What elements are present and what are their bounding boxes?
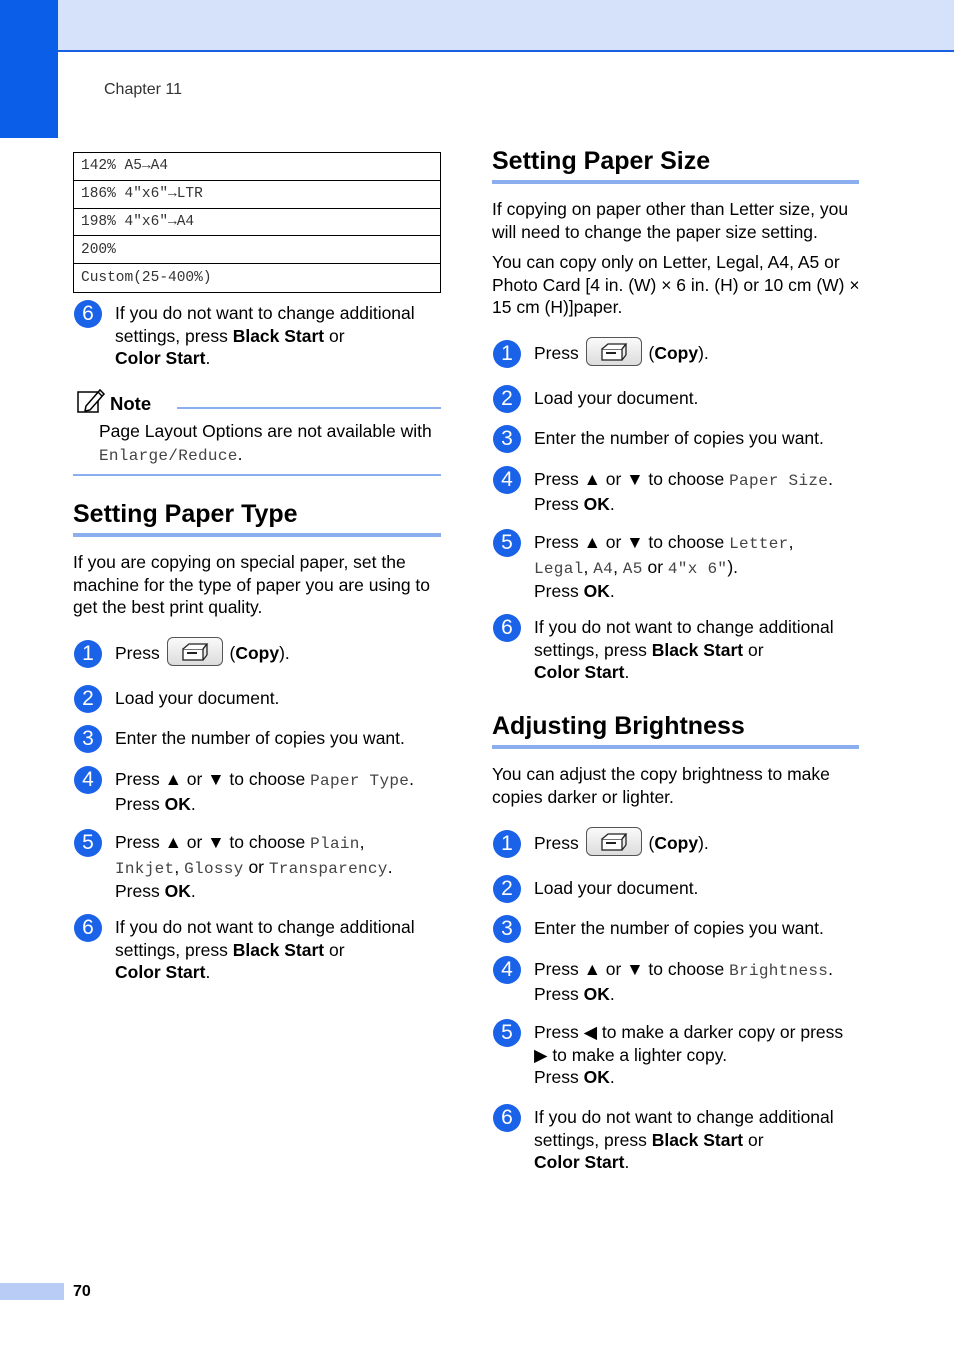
- section-title-brightness: Adjusting Brightness: [492, 712, 745, 740]
- step-text: Enter the number of copies you want.: [534, 428, 824, 448]
- step-text: Load your document.: [534, 878, 699, 898]
- paper-size-intro: If copying on paper other than Letter size, you will need to change the paper size setting.: [492, 199, 849, 242]
- step-text: If you do not want to change additional settings, press Black Start or Color Start.: [115, 303, 415, 368]
- step-text: Press ▲ or ▼ to choose Brightness. Press OK.: [534, 959, 834, 1004]
- table-row: 200%: [74, 236, 440, 264]
- step-number-badge: 2: [74, 685, 102, 713]
- step-number-badge: 3: [74, 725, 102, 753]
- paper-type-intro: If you are copying on special paper, set the machine for the type of paper you are using to get the best print quality.: [73, 552, 431, 617]
- step-text: If you do not want to change additional settings, press Black Start or Color Start.: [115, 917, 415, 982]
- chapter-label: Chapter 11: [104, 81, 182, 98]
- step-text: Load your document.: [115, 688, 280, 708]
- step-text: Enter the number of copies you want.: [534, 918, 824, 938]
- step-text: Press ▲ or ▼ to choose Paper Size. Press OK.: [534, 469, 834, 514]
- note-pencil-icon: [76, 386, 106, 422]
- step-number-badge: 2: [493, 875, 521, 903]
- step-number-badge: 4: [493, 466, 521, 494]
- step-text: Press (Copy).: [534, 342, 864, 366]
- step-number-badge: 1: [493, 830, 521, 858]
- table-row: 198% 4"x6"→A4: [74, 209, 440, 237]
- step-number-badge: 1: [493, 340, 521, 368]
- chapter-tab: [0, 0, 58, 138]
- step-number-badge: 5: [493, 1019, 521, 1047]
- copy-machine-icon: [599, 831, 629, 853]
- step-number-badge: 4: [74, 766, 102, 794]
- step-text: Enter the number of copies you want.: [115, 728, 405, 748]
- step-number-badge: 4: [493, 956, 521, 984]
- copy-machine-icon: [180, 641, 210, 663]
- note-divider: [177, 407, 441, 409]
- page-number: 70: [73, 1283, 91, 1300]
- section-title-paper-type: Setting Paper Type: [73, 500, 298, 528]
- step-number-badge: 3: [493, 425, 521, 453]
- note-divider-bottom: [73, 474, 441, 476]
- step-text: Press ▲ or ▼ to choose Letter, Legal, A4, A5 or 4"x 6"). Press OK.: [534, 532, 794, 601]
- step-number-badge: 1: [74, 640, 102, 668]
- copy-button[interactable]: [167, 637, 223, 666]
- copy-machine-icon: [599, 341, 629, 363]
- paper-size-note: You can copy only on Letter, Legal, A4, A5 or Photo Card [4 in. (W) × 6 in. (H) or 10 cm (W) × 15 cm (H)]paper.: [492, 252, 860, 317]
- step-number-badge: 5: [493, 529, 521, 557]
- step-number-badge: 6: [493, 614, 521, 642]
- step-number-badge: 3: [493, 915, 521, 943]
- section-rule: [73, 533, 441, 537]
- step-text: Load your document.: [534, 388, 699, 408]
- enlarge-ratio-table: [73, 152, 441, 293]
- section-rule: [492, 180, 859, 184]
- step-text: Press (Copy).: [115, 642, 445, 666]
- step-number-badge: 6: [74, 914, 102, 942]
- step-text: If you do not want to change additional settings, press Black Start or Color Start.: [534, 617, 834, 682]
- step-text: Press ▲ or ▼ to choose Paper Type. Press OK.: [115, 769, 415, 814]
- section-rule: [492, 745, 859, 749]
- brightness-intro: You can adjust the copy brightness to make copies darker or lighter.: [492, 764, 830, 807]
- section-title-paper-size: Setting Paper Size: [492, 147, 711, 175]
- copy-button[interactable]: [586, 827, 642, 856]
- step-text: Press (Copy).: [534, 832, 864, 856]
- table-row: 142% A5→A4: [74, 153, 440, 181]
- step-number-badge: 2: [493, 385, 521, 413]
- footer-bar: [0, 1283, 64, 1300]
- step-text: Press ▲ or ▼ to choose Plain, Inkjet, Glossy or Transparency. Press OK.: [115, 832, 393, 901]
- note-text: Page Layout Options are not available with Enlarge/Reduce.: [99, 421, 432, 465]
- step-number-badge: 6: [74, 300, 102, 328]
- note-label: Note: [110, 393, 152, 414]
- copy-button[interactable]: [586, 337, 642, 366]
- step-number-badge: 6: [493, 1104, 521, 1132]
- step-text: Press ◀ to make a darker copy or press ▶ to make a lighter copy. Press OK.: [534, 1022, 844, 1087]
- table-row: 186% 4"x6"→LTR: [74, 181, 440, 209]
- header-band: [0, 0, 954, 52]
- step-number-badge: 5: [74, 829, 102, 857]
- step-text: If you do not want to change additional settings, press Black Start or Color Start.: [534, 1107, 834, 1172]
- table-row: Custom(25-400%): [81, 269, 212, 286]
